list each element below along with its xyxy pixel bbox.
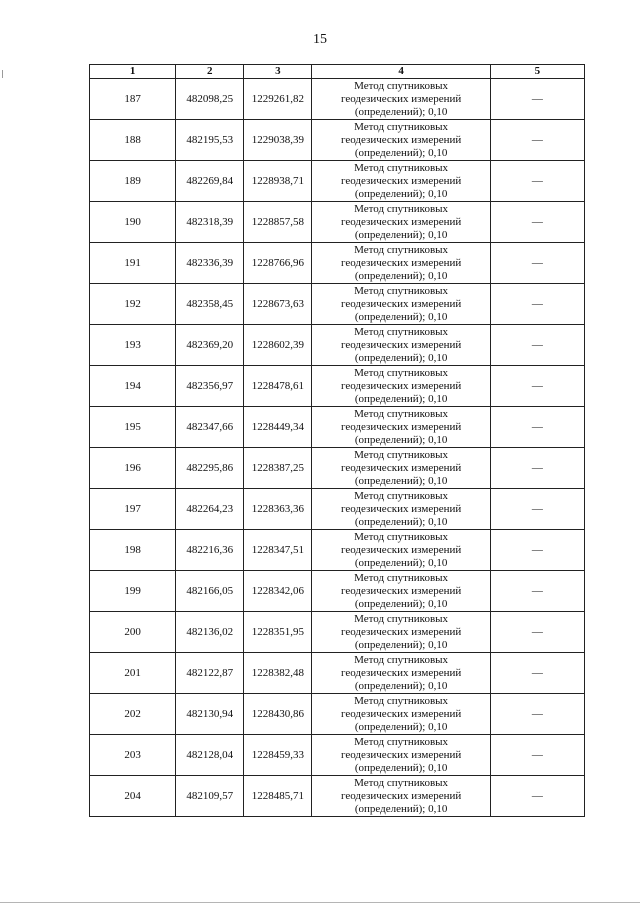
table-header: [90, 65, 585, 79]
method-line: геодезических измерений: [340, 666, 462, 679]
header-col-1: 1: [90, 65, 176, 79]
col5-dash-cell: —: [490, 776, 584, 817]
method-line: (определений); 0,10: [354, 761, 448, 774]
x-coordinate-cell: 482318,39: [176, 202, 244, 243]
col5-dash-cell: —: [490, 489, 584, 530]
method-line: Метод спутниковых: [354, 284, 449, 297]
table-row: [90, 120, 585, 161]
y-coordinate-cell: 1228347,51: [244, 530, 312, 571]
scan-edge-mark: [2, 70, 3, 78]
table-row: [90, 694, 585, 735]
col5-dash-cell: —: [490, 202, 584, 243]
method-line: (определений); 0,10: [354, 474, 448, 487]
table-row: [90, 653, 585, 694]
method-cell: [312, 653, 490, 694]
table-row: [90, 284, 585, 325]
method-line: (определений); 0,10: [354, 105, 448, 118]
col5-dash-cell: —: [490, 366, 584, 407]
point-number-cell: 204: [90, 776, 176, 817]
method-line: (определений); 0,10: [354, 556, 448, 569]
col5-dash-cell: —: [490, 571, 584, 612]
method-line: Метод спутниковых: [354, 120, 449, 133]
page-number: 15: [313, 32, 327, 47]
method-line: геодезических измерений: [340, 707, 462, 720]
method-cell: [312, 530, 490, 571]
table-row: [90, 448, 585, 489]
x-coordinate-cell: 482264,23: [176, 489, 244, 530]
table-row: [90, 530, 585, 571]
method-line: геодезических измерений: [340, 748, 462, 761]
x-coordinate-cell: 482295,86: [176, 448, 244, 489]
y-coordinate-cell: 1228602,39: [244, 325, 312, 366]
point-number-cell: 202: [90, 694, 176, 735]
table-row: [90, 243, 585, 284]
method-line: Метод спутниковых: [354, 407, 449, 420]
y-coordinate-cell: 1229038,39: [244, 120, 312, 161]
method-cell: [312, 120, 490, 161]
header-row: [90, 65, 585, 79]
col5-dash-cell: —: [490, 530, 584, 571]
x-coordinate-cell: 482130,94: [176, 694, 244, 735]
x-coordinate-cell: 482136,02: [176, 612, 244, 653]
x-coordinate-cell: 482369,20: [176, 325, 244, 366]
method-cell: [312, 489, 490, 530]
point-number-cell: 198: [90, 530, 176, 571]
method-line: Метод спутниковых: [354, 694, 449, 707]
point-number-cell: 194: [90, 366, 176, 407]
method-line: Метод спутниковых: [354, 530, 449, 543]
method-cell: [312, 284, 490, 325]
method-line: (определений); 0,10: [354, 679, 448, 692]
method-line: геодезических измерений: [340, 215, 462, 228]
method-line: геодезических измерений: [340, 502, 462, 515]
point-number-cell: 193: [90, 325, 176, 366]
method-line: (определений); 0,10: [354, 720, 448, 733]
table-row: [90, 202, 585, 243]
method-cell: [312, 735, 490, 776]
point-number-cell: 196: [90, 448, 176, 489]
method-cell: [312, 612, 490, 653]
x-coordinate-cell: 482109,57: [176, 776, 244, 817]
method-line: геодезических измерений: [340, 133, 462, 146]
x-coordinate-cell: 482336,39: [176, 243, 244, 284]
col5-dash-cell: —: [490, 735, 584, 776]
method-cell: [312, 243, 490, 284]
method-cell: [312, 694, 490, 735]
method-line: Метод спутниковых: [354, 325, 449, 338]
y-coordinate-cell: 1228382,48: [244, 653, 312, 694]
x-coordinate-cell: 482098,25: [176, 79, 244, 120]
x-coordinate-cell: 482166,05: [176, 571, 244, 612]
table-body: [90, 79, 585, 817]
method-line: (определений); 0,10: [354, 638, 448, 651]
y-coordinate-cell: 1228766,96: [244, 243, 312, 284]
y-coordinate-cell: 1228938,71: [244, 161, 312, 202]
x-coordinate-cell: 482195,53: [176, 120, 244, 161]
method-line: геодезических измерений: [340, 297, 462, 310]
method-line: (определений); 0,10: [354, 269, 448, 282]
point-number-cell: 200: [90, 612, 176, 653]
table-row: [90, 489, 585, 530]
method-line: Метод спутниковых: [354, 161, 449, 174]
method-cell: [312, 776, 490, 817]
y-coordinate-cell: 1228387,25: [244, 448, 312, 489]
method-line: Метод спутниковых: [354, 571, 449, 584]
method-line: (определений); 0,10: [354, 392, 448, 405]
table-row: [90, 776, 585, 817]
method-line: (определений); 0,10: [354, 146, 448, 159]
coordinates-table: [89, 64, 585, 817]
method-line: геодезических измерений: [340, 379, 462, 392]
point-number-cell: 199: [90, 571, 176, 612]
x-coordinate-cell: 482216,36: [176, 530, 244, 571]
method-line: геодезических измерений: [340, 584, 462, 597]
method-line: (определений); 0,10: [354, 597, 448, 610]
scan-bottom-edge: [0, 902, 640, 903]
y-coordinate-cell: 1228449,34: [244, 407, 312, 448]
method-line: Метод спутниковых: [354, 79, 449, 92]
col5-dash-cell: —: [490, 120, 584, 161]
method-line: (определений); 0,10: [354, 228, 448, 241]
method-cell: [312, 407, 490, 448]
method-line: геодезических измерений: [340, 543, 462, 556]
method-line: геодезических измерений: [340, 789, 462, 802]
x-coordinate-cell: 482122,87: [176, 653, 244, 694]
y-coordinate-cell: 1228485,71: [244, 776, 312, 817]
x-coordinate-cell: 482358,45: [176, 284, 244, 325]
col5-dash-cell: —: [490, 284, 584, 325]
x-coordinate-cell: 482269,84: [176, 161, 244, 202]
col5-dash-cell: —: [490, 79, 584, 120]
method-line: геодезических измерений: [340, 174, 462, 187]
method-line: геодезических измерений: [340, 92, 462, 105]
method-line: (определений); 0,10: [354, 351, 448, 364]
method-cell: [312, 202, 490, 243]
x-coordinate-cell: 482356,97: [176, 366, 244, 407]
table-row: [90, 79, 585, 120]
method-cell: [312, 79, 490, 120]
y-coordinate-cell: 1228351,95: [244, 612, 312, 653]
point-number-cell: 190: [90, 202, 176, 243]
method-line: Метод спутниковых: [354, 448, 449, 461]
method-line: Метод спутниковых: [354, 735, 449, 748]
x-coordinate-cell: 482347,66: [176, 407, 244, 448]
point-number-cell: 188: [90, 120, 176, 161]
y-coordinate-cell: 1228430,86: [244, 694, 312, 735]
header-col-2: 2: [176, 65, 244, 79]
col5-dash-cell: —: [490, 243, 584, 284]
method-line: геодезических измерений: [340, 338, 462, 351]
col5-dash-cell: —: [490, 448, 584, 489]
table-row: [90, 571, 585, 612]
method-cell: [312, 448, 490, 489]
y-coordinate-cell: 1228363,36: [244, 489, 312, 530]
method-cell: [312, 571, 490, 612]
method-line: (определений); 0,10: [354, 310, 448, 323]
method-line: Метод спутниковых: [354, 243, 449, 256]
col5-dash-cell: —: [490, 694, 584, 735]
method-line: Метод спутниковых: [354, 653, 449, 666]
y-coordinate-cell: 1228478,61: [244, 366, 312, 407]
point-number-cell: 195: [90, 407, 176, 448]
method-line: Метод спутниковых: [354, 202, 449, 215]
method-cell: [312, 325, 490, 366]
table-row: [90, 735, 585, 776]
point-number-cell: 192: [90, 284, 176, 325]
method-line: геодезических измерений: [340, 420, 462, 433]
method-line: (определений); 0,10: [354, 515, 448, 528]
point-number-cell: 203: [90, 735, 176, 776]
method-line: (определений); 0,10: [354, 433, 448, 446]
method-line: Метод спутниковых: [354, 489, 449, 502]
point-number-cell: 197: [90, 489, 176, 530]
col5-dash-cell: —: [490, 161, 584, 202]
method-line: (определений); 0,10: [354, 802, 448, 815]
method-line: (определений); 0,10: [354, 187, 448, 200]
header-col-3: 3: [244, 65, 312, 79]
method-cell: [312, 366, 490, 407]
table-row: [90, 325, 585, 366]
point-number-cell: 189: [90, 161, 176, 202]
table-row: [90, 612, 585, 653]
y-coordinate-cell: 1228459,33: [244, 735, 312, 776]
y-coordinate-cell: 1228857,58: [244, 202, 312, 243]
table-row: [90, 407, 585, 448]
method-line: Метод спутниковых: [354, 366, 449, 379]
method-line: геодезических измерений: [340, 256, 462, 269]
x-coordinate-cell: 482128,04: [176, 735, 244, 776]
table-row: [90, 161, 585, 202]
col5-dash-cell: —: [490, 612, 584, 653]
y-coordinate-cell: 1228342,06: [244, 571, 312, 612]
header-col-5: 5: [490, 65, 584, 79]
col5-dash-cell: —: [490, 407, 584, 448]
table-row: [90, 366, 585, 407]
col5-dash-cell: —: [490, 653, 584, 694]
method-line: геодезических измерений: [340, 461, 462, 474]
point-number-cell: 201: [90, 653, 176, 694]
point-number-cell: 187: [90, 79, 176, 120]
col5-dash-cell: —: [490, 325, 584, 366]
header-col-4: 4: [312, 65, 490, 79]
method-line: геодезических измерений: [340, 625, 462, 638]
method-cell: [312, 161, 490, 202]
y-coordinate-cell: 1228673,63: [244, 284, 312, 325]
method-line: Метод спутниковых: [354, 776, 449, 789]
y-coordinate-cell: 1229261,82: [244, 79, 312, 120]
point-number-cell: 191: [90, 243, 176, 284]
method-line: Метод спутниковых: [354, 612, 449, 625]
